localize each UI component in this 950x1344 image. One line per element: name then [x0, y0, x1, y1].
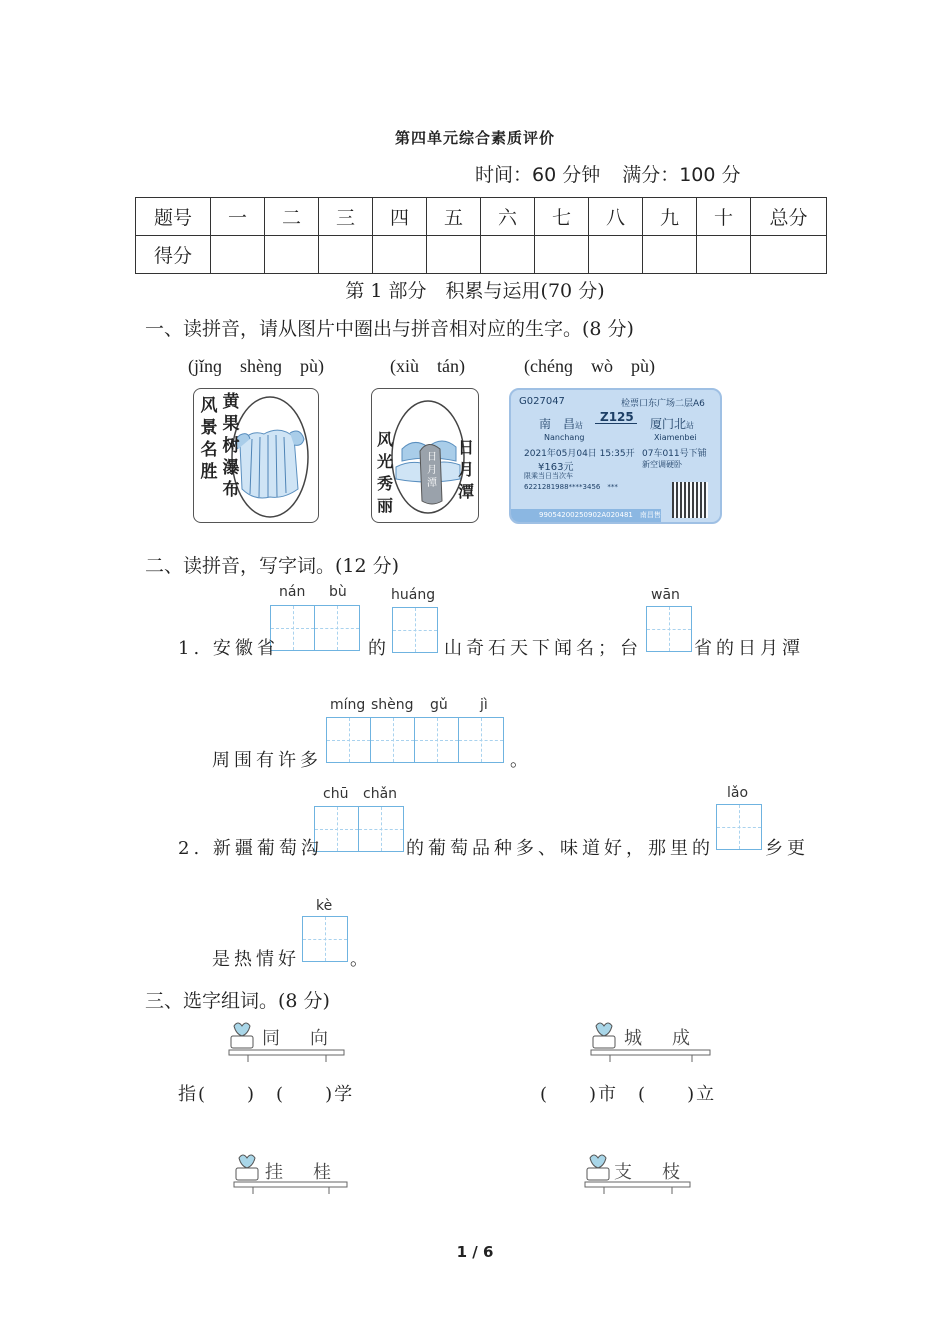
pic1-right-text: 黄果树瀑布 [222, 392, 240, 500]
q2-line2-b: 。 [510, 750, 532, 771]
writing-grid-chuchan[interactable] [314, 806, 404, 852]
ticket-price: ¥163元 [538, 462, 574, 473]
pinyin-ming: míng [330, 697, 366, 713]
q2-line3-a: 2. 新疆葡萄沟 [178, 838, 323, 859]
shelf-2-chars: 城 成 [624, 1028, 696, 1049]
ticket-number: G027047 [519, 396, 565, 407]
q1-pinyin-1: (jǐnɡ shènɡ pù) [188, 356, 324, 376]
sun-moon-lake-picture[interactable] [371, 388, 479, 523]
writing-grid-huang[interactable] [392, 607, 438, 653]
score-table-score-row [136, 236, 827, 274]
grid-cell[interactable] [647, 607, 691, 651]
ticket-from-en: Nanchang [544, 433, 585, 442]
table-cell: 题号 [136, 198, 211, 236]
grid-cell[interactable] [359, 807, 403, 851]
score-input-cell[interactable] [643, 236, 697, 274]
score-table-header-row [136, 198, 827, 236]
table-cell: 三 [319, 198, 373, 236]
pinyin-lao: lǎo [727, 785, 749, 801]
score-input-cell[interactable] [589, 236, 643, 274]
ticket-to-name: 厦门北 [650, 417, 687, 431]
shelf-3 [231, 1152, 349, 1194]
pinyin-bu: bù [329, 584, 347, 600]
ticket-from-name: 南 昌 [539, 417, 576, 431]
part-heading: 第 1 部分 积累与运用(70 分) [345, 280, 605, 302]
writing-grid-lao[interactable] [716, 804, 762, 850]
score-table [135, 197, 827, 274]
score-input-cell[interactable] [319, 236, 373, 274]
score-input-cell[interactable] [481, 236, 535, 274]
table-cell: 五 [427, 198, 481, 236]
q3-fill-1[interactable]: 指( ) ( )学 [178, 1084, 355, 1105]
table-cell: 四 [373, 198, 427, 236]
pic2-left-text: 风光秀丽 [376, 430, 393, 515]
table-cell: 得分 [136, 236, 211, 274]
time-limit: 时间：60 分钟 [475, 164, 601, 186]
ticket-arrow-icon [595, 423, 637, 424]
pinyin-nan: nán [279, 584, 306, 600]
score-input-cell[interactable] [211, 236, 265, 274]
table-cell: 九 [643, 198, 697, 236]
pinyin-ke: kè [316, 898, 333, 914]
ticket-train: Z125 [600, 410, 634, 424]
writing-grid-nanbu[interactable] [270, 605, 360, 651]
ticket-type: 新空调硬卧 [642, 460, 682, 469]
pinyin-huang: huáng [391, 587, 436, 603]
q2-line3-c: 乡更 [765, 838, 809, 859]
q2-line1-a: 1. 安徽省 [178, 638, 279, 659]
score-input-cell[interactable] [535, 236, 589, 274]
grid-cell[interactable] [303, 917, 347, 961]
grid-cell[interactable] [315, 606, 359, 650]
q3-fill-2[interactable]: ( )市 ( )立 [540, 1084, 717, 1105]
ticket-date: 2021年05月04日 15:35开 [524, 449, 635, 459]
q1-pinyin-2: (xiù tán) [390, 356, 465, 376]
q2-line2-a: 周围有许多 [212, 750, 322, 771]
table-cell: 八 [589, 198, 643, 236]
q2-line3-b: 的葡萄品种多、味道好，那里的 [406, 838, 714, 859]
time-info [475, 160, 763, 187]
ticket-from [539, 415, 583, 432]
pinyin-chu: chū [323, 786, 349, 802]
pic2-stone-text: 日月潭 [427, 452, 437, 489]
ticket-to-en: Xiamenbei [654, 433, 697, 442]
table-cell: 七 [535, 198, 589, 236]
q2-heading: 二、读拼音，写字词。(12 分) [145, 555, 400, 577]
grid-cell[interactable] [459, 718, 503, 762]
table-cell: 十 [697, 198, 751, 236]
score-input-cell[interactable] [265, 236, 319, 274]
writing-grid-mingshenggj[interactable] [326, 717, 504, 763]
page-title: 第四单元综合素质评价 [394, 129, 555, 147]
grid-cell[interactable] [327, 718, 371, 762]
score-input-cell[interactable] [751, 236, 827, 274]
grid-cell[interactable] [415, 718, 459, 762]
shelf-4 [582, 1152, 692, 1194]
q1-pinyin-3: (chénɡ wò pù) [524, 356, 655, 376]
ticket-gate: 检票口东广场二层A6 [621, 399, 705, 409]
ticket-to [650, 415, 694, 432]
page-number: 1 / 6 [456, 1243, 494, 1261]
full-score: 满分：100 分 [622, 164, 741, 186]
shelf-2 [588, 1020, 712, 1062]
train-ticket[interactable] [509, 388, 722, 524]
pinyin-chan: chǎn [363, 786, 398, 802]
pinyin-wan: wān [651, 587, 680, 603]
score-input-cell[interactable] [697, 236, 751, 274]
waterfall-picture[interactable] [193, 388, 319, 523]
q2-line1-d: 省的日月潭 [694, 638, 804, 659]
qr-code-icon [672, 482, 708, 518]
pic1-left-text: 风景名胜 [200, 396, 218, 482]
q2-line1-b: 的 [368, 638, 390, 659]
grid-cell[interactable] [717, 805, 761, 849]
grid-cell[interactable] [393, 608, 437, 652]
ticket-barcode: 99054200250902A020481 南昌售 [539, 511, 661, 519]
q2-line4-a: 是热情好 [212, 949, 300, 970]
ticket-id: 6221281988****3456 *** [524, 483, 618, 491]
ticket-to-zhan: 站 [686, 421, 695, 430]
pinyin-ji: jì [480, 697, 488, 713]
q1-heading: 一、读拼音，请从图片中圈出与拼音相对应的生字。(8 分) [145, 318, 634, 340]
ticket-seat: 07车011号下铺 [642, 449, 707, 459]
q2-line1-c: 山奇石天下闻名；台 [444, 638, 642, 659]
writing-grid-ke[interactable] [302, 916, 348, 962]
writing-grid-wan[interactable] [646, 606, 692, 652]
q2-line4-b: 。 [350, 949, 372, 970]
score-input-cell[interactable] [427, 236, 481, 274]
shelf-4-chars: 支 枝 [614, 1162, 686, 1183]
shelf-3-chars: 挂 桂 [265, 1162, 337, 1183]
pinyin-sheng: shèng [371, 697, 414, 713]
grid-cell[interactable] [371, 718, 415, 762]
ticket-from-zhan: 站 [575, 421, 584, 430]
score-input-cell[interactable] [373, 236, 427, 274]
ticket-note: 限乘当日当次车 [524, 472, 573, 480]
table-cell: 二 [265, 198, 319, 236]
table-cell: 总分 [751, 198, 827, 236]
q3-heading: 三、选字组词。(8 分) [145, 990, 330, 1012]
shelf-1 [226, 1020, 346, 1062]
shelf-1-chars: 同 向 [262, 1028, 334, 1049]
pinyin-gu: gǔ [430, 697, 448, 713]
table-cell: 一 [211, 198, 265, 236]
pic2-right-text: 日月潭 [457, 438, 474, 501]
table-cell: 六 [481, 198, 535, 236]
